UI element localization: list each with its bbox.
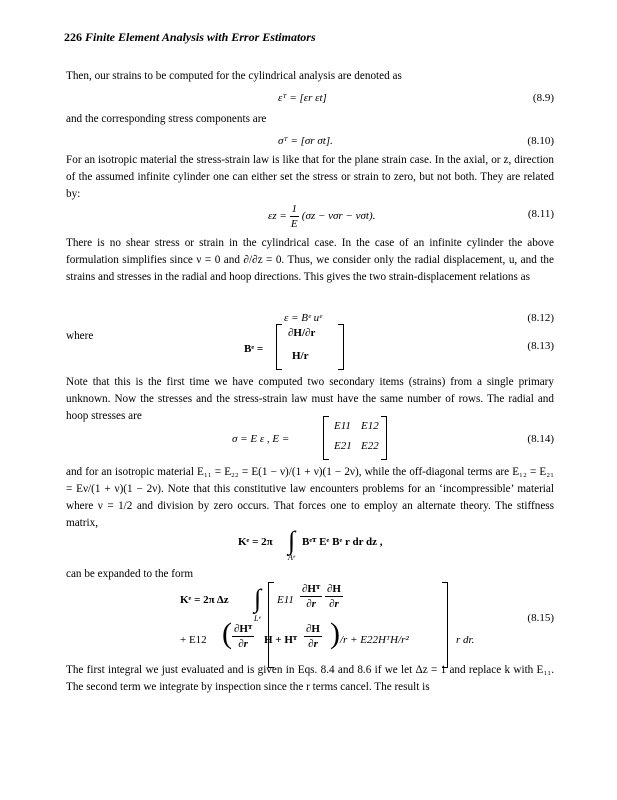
equation-number-8-12: (8.12) bbox=[527, 312, 554, 324]
paragraph-4: There is no shear stress or strain in the cylindrical case. In the case of an infinite cylinder the above formulation simplifies since ν = 0 and ∂/∂z = 0. Thus, we consider only the radial displacement, u, and the strains and stresses in the radial and hoop directions. This gives the two strain-displacement relations as bbox=[66, 237, 554, 283]
numerator: ∂H bbox=[306, 623, 320, 635]
eq-8-14-right-bracket bbox=[381, 416, 387, 460]
eq-8-15-left-bracket bbox=[268, 582, 274, 668]
eq-8-13-row-2: H/r bbox=[292, 350, 309, 362]
eq-8-15-e11: E11 bbox=[277, 594, 294, 606]
eq-8-15-line1-lhs: Kᵉ = 2π Δz bbox=[180, 594, 229, 606]
equation-8-11 bbox=[268, 202, 375, 231]
eq-8-15-domain: Lᵉ bbox=[254, 614, 261, 623]
eq-8-13-left-bracket bbox=[276, 324, 282, 370]
running-title: Finite Element Analysis with Error Estimators bbox=[85, 30, 316, 44]
eq-8-15-frac3 bbox=[232, 622, 254, 651]
denominator: ∂r bbox=[238, 638, 248, 650]
equation-8-10: σᵀ = [σr σt]. bbox=[278, 135, 333, 147]
eq-8-14-e11: E11 bbox=[334, 420, 351, 432]
paragraph-6: Note that this is the first time we have computed two secondary items (strains) from a single primary unknown. Now the stresses and the stress-strain law must have the same number of rows. The radial and hoop stresses are bbox=[66, 376, 554, 422]
denominator: ∂r bbox=[308, 638, 318, 650]
eq-8-11-rhs: (σz − νσr − νσt). bbox=[301, 210, 376, 223]
fraction bbox=[232, 622, 254, 651]
eq-8-14-e21: E21 bbox=[334, 440, 352, 452]
eq-k-domain: Aᵉ bbox=[288, 553, 295, 562]
eq-8-15-mid: H + Hᵀ bbox=[264, 634, 298, 646]
paragraph-1: Then, our strains to be computed for the cylindrical analysis are denoted as bbox=[66, 70, 402, 82]
equation-number-8-15: (8.15) bbox=[527, 612, 554, 624]
eq-8-15-line2-lead: + E12 bbox=[180, 634, 207, 646]
equation-8-12: ε = Bᵉ uᵉ bbox=[284, 312, 322, 324]
eq-8-15-tail: /r + E22HᵀH/r² bbox=[340, 634, 409, 646]
eq-8-13-right-bracket bbox=[338, 324, 344, 370]
eq-8-11-lhs: εz = bbox=[268, 210, 287, 223]
paragraph-5: where bbox=[66, 330, 94, 342]
equation-8-14-lhs: σ = E ε , E = bbox=[232, 433, 290, 445]
eq-8-15-frac4 bbox=[304, 622, 322, 651]
eq-8-15-right-bracket bbox=[442, 582, 448, 668]
integral-sign: ∫ bbox=[288, 526, 296, 555]
numerator: ∂Hᵀ bbox=[234, 623, 253, 635]
eq-8-14-e12: E12 bbox=[361, 420, 379, 432]
paragraph-7: and for an isotropic material E₁₁ = E₂₂ = E(1 − ν)/(1 + ν)(1 − 2ν), while the off-diagonal terms are E₁₂ = E₂₁ = Eν/(1 + ν)(1 − 2ν). Note that this constitutive law encounters problems for an ‘incompressible’ material where ν = 1/2 and division by zero occurs. That forces one to employ an alternate theory. The stiffness matrix, bbox=[66, 466, 554, 529]
eq-k-integrand: Bᵉᵀ Eᵉ Bᵉ r dr dz , bbox=[302, 536, 383, 548]
eq-8-11-denominator: E bbox=[290, 218, 298, 230]
running-header bbox=[64, 30, 316, 45]
fraction bbox=[325, 582, 343, 611]
equation-number-8-13: (8.13) bbox=[527, 340, 554, 352]
denominator: ∂r bbox=[306, 598, 316, 610]
fraction bbox=[300, 582, 322, 611]
equation-number-8-11: (8.11) bbox=[527, 208, 554, 220]
close-paren: ) bbox=[330, 617, 340, 650]
eq-8-14-e22: E22 bbox=[361, 440, 379, 452]
eq-8-14-left-bracket bbox=[323, 416, 329, 460]
equation-number-8-14: (8.14) bbox=[527, 433, 554, 445]
numerator: ∂H bbox=[326, 583, 341, 595]
equation-8-13-lhs: Bᵉ = bbox=[244, 343, 264, 355]
equation-number-8-10: (8.10) bbox=[527, 135, 554, 147]
eq-8-11-fraction bbox=[290, 202, 300, 231]
eq-8-13-row-1: ∂H/∂r bbox=[288, 327, 316, 339]
open-paren: ( bbox=[222, 617, 232, 650]
paragraph-8: can be expanded to the form bbox=[66, 568, 194, 580]
equation-8-9: εᵀ = [εr εt] bbox=[278, 92, 327, 104]
paragraph-9: The first integral we just evaluated and is given in Eqs. 8.4 and 8.6 if we let Δz = 1 and replace k with E₁₁. The second term we integrate by inspection since the r terms cancel. The result is bbox=[66, 664, 554, 693]
eq-8-15-end: r dr. bbox=[456, 634, 475, 646]
equation-number-8-9: (8.9) bbox=[532, 92, 554, 104]
eq-8-15-frac1 bbox=[300, 582, 343, 611]
fraction bbox=[304, 622, 322, 651]
integral-sign: ∫ bbox=[254, 584, 262, 613]
paragraph-3: For an isotropic material the stress-strain law is like that for the plane strain case. In the axial, or z, direction of the assumed infinite cylinder one can either set the stress or strain to zero, but not both. They are related by: bbox=[66, 154, 554, 200]
denominator: ∂r bbox=[329, 598, 339, 610]
paragraph-2: and the corresponding stress components are bbox=[66, 113, 267, 125]
eq-8-11-numerator: 1 bbox=[291, 203, 298, 215]
page-number: 226 bbox=[64, 30, 82, 44]
eq-k-lhs: Kᵉ = 2π bbox=[238, 536, 273, 548]
numerator: ∂Hᵀ bbox=[302, 583, 321, 595]
